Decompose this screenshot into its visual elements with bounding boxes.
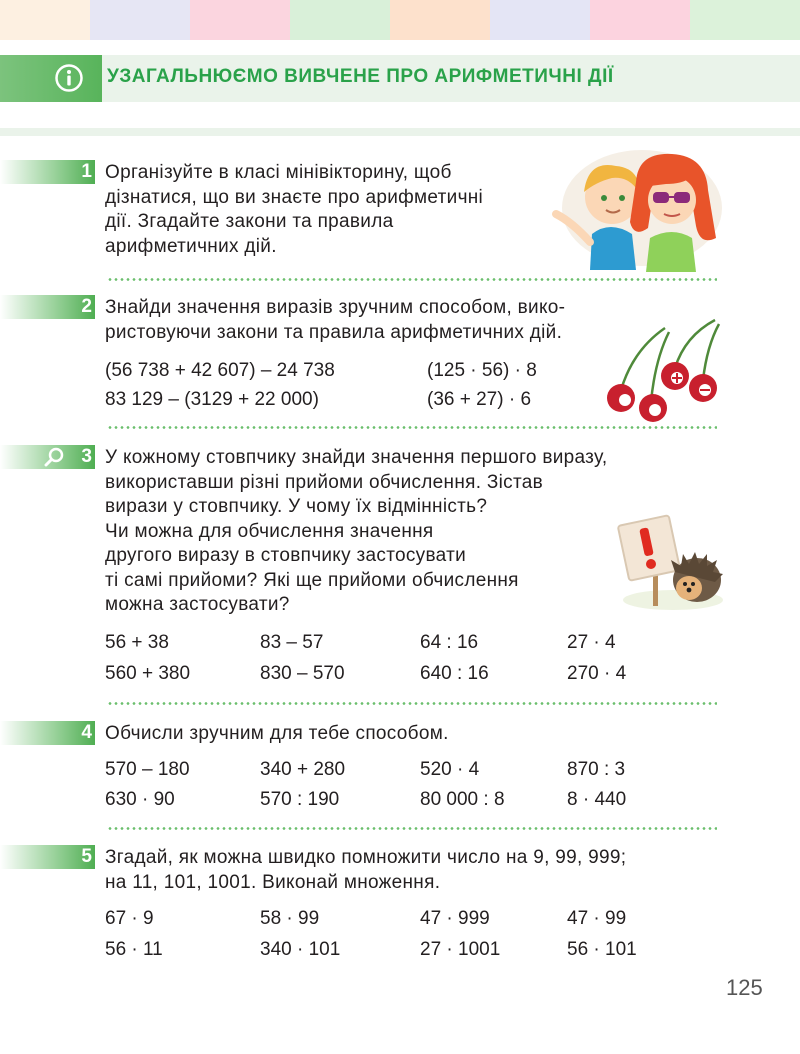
header-accent [0,55,102,102]
strip-segment [90,0,190,40]
expression: 80 000 : 8 [420,789,505,810]
task-1-text [105,161,545,259]
expression: 58 · 99 [260,908,320,929]
task-5-text [105,846,715,895]
text-line: ристовуючи закони та правила арифметичних дій. [105,321,563,343]
expression: 270 · 4 [567,663,627,684]
dotted-divider [107,827,717,830]
expression: 56 · 101 [567,939,637,960]
page-number: 125 [726,975,763,1000]
expression: 64 : 16 [420,632,479,653]
info-icon [54,63,84,93]
task-badge-2 [0,295,95,319]
divider-band [0,128,800,136]
text-line: використавши різні прийоми обчислення. Зістав [105,471,544,493]
text-line: Обчисли зручним для тебе способом. [105,723,449,744]
expression: 630 · 90 [105,789,175,810]
expression: 570 – 180 [105,759,190,780]
task-badge-1 [0,160,95,184]
expression: 570 : 190 [260,789,340,810]
text-line: Згадай, як можна швидко помножити число на 9, 99, 999; [105,847,627,868]
task-badge-3 [0,445,95,469]
expression: 47 · 99 [567,908,627,929]
expression: 83 – 57 [260,632,324,653]
text-line: Організуйте в класі мінівікторину, щоб [105,162,452,183]
task-number: 1 [81,161,92,182]
task-badge-4 [0,721,95,745]
expression: (125 · 56) · 8 [427,360,537,381]
expression: 560 + 380 [105,663,191,684]
task-badge-5 [0,845,95,869]
text-line: дії. Згадайте закони та правила [105,211,394,232]
expression: (56 738 + 42 607) – 24 738 [105,360,335,381]
text-line: Знайди значення виразів зручним способом, вико- [105,297,566,318]
page-title: УЗАГАЛЬНЮЄМО ВИВЧЕНЕ ПРО АРИФМЕТИЧНІ ДІЇ [107,66,614,87]
expression: 340 · 101 [260,939,341,960]
task-2-text [105,296,635,345]
text-line: другого виразу в стовпчику застосувати [105,545,466,566]
magnifier-icon [44,447,66,467]
expression: 870 : 3 [567,759,626,780]
text-line: дізнатися, що ви знаєте про арифметичні [105,186,484,208]
text-line: можна застосувати? [105,594,290,615]
strip-segment [0,0,90,40]
strip-segment [490,0,590,40]
expression: 830 – 570 [260,663,345,684]
text-line: У кожному стовпчику знайди значення першого виразу, [105,447,608,468]
expression: 520 · 4 [420,759,480,780]
children-illustration [550,142,730,272]
text-line: арифметичних дій. [105,235,277,257]
text-line: Чи можна для обчислення значення [105,520,434,542]
text-line: на 11, 101, 1001. Виконай множення. [105,871,441,893]
strip-segment [190,0,290,40]
top-color-strip [0,0,800,40]
expression: 27 · 1001 [420,939,501,960]
strip-segment [690,0,800,40]
expression: 47 · 999 [420,908,490,929]
dotted-divider [107,278,717,281]
dotted-divider [107,426,717,429]
expression: (36 + 27) · 6 [427,389,532,410]
task-number: 3 [81,446,92,467]
expression: 27 · 4 [567,632,616,653]
expression: 340 + 280 [260,759,346,780]
expression: 56 + 38 [105,632,169,653]
task-number: 5 [81,846,92,867]
strip-segment [290,0,390,40]
strip-segment [390,0,490,40]
strip-segment [590,0,690,40]
expression: 83 129 – (3129 + 22 000) [105,389,319,410]
expression: 56 · 11 [105,939,163,960]
dotted-divider [107,702,717,705]
text-line: ті самі прийоми? Які ще прийоми обчислення [105,569,519,591]
expression: 640 : 16 [420,663,489,684]
expression: 8 · 440 [567,789,627,810]
cherries-illustration [603,316,725,424]
hedgehog-sign-illustration [615,512,725,612]
task-number: 2 [81,296,92,317]
text-line: вирази у стовпчику. У чому їх відмінність? [105,496,488,517]
expression: 67 · 9 [105,908,154,929]
task-4-text [105,722,715,747]
task-number: 4 [81,722,92,743]
